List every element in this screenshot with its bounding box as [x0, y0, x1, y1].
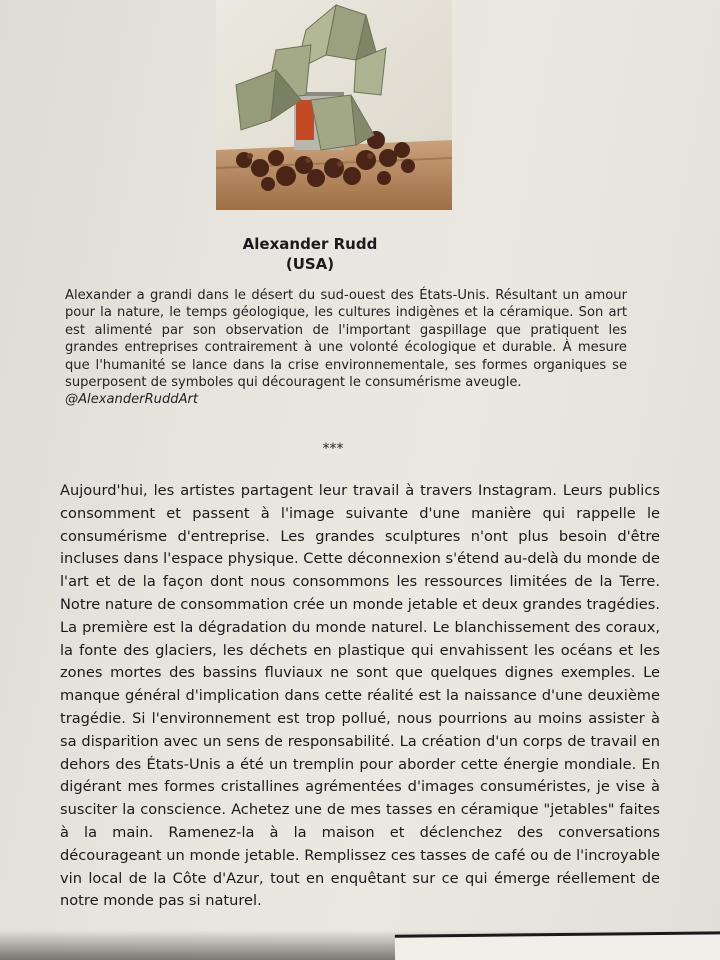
instagram-handle: @AlexanderRuddArt	[65, 392, 199, 408]
sculpture-photo	[216, 0, 452, 210]
bio-text: Alexander a grandi dans le désert du sud-ouest des États-Unis. Résultant un amour pour la nature, le temps géologique, les cultures indigènes et la céramique. Son art est alimenté par son observation de l'important gaspillage que pratiquent les grandes entreprises contrairement à une volonté écologique et durable. À mesure que l'humanité se lance dans la crise environnementale, ses formes organiques se superposent de symboles qui découragent le consumérisme aveugle.	[65, 288, 627, 391]
artist-country: (USA)	[285, 255, 335, 273]
artist-bio	[65, 287, 627, 409]
underlying-sheet-edge	[395, 931, 720, 960]
sculpture-image	[216, 0, 452, 210]
artist-statement: Aujourd'hui, les artistes partagent leur travail à travers Instagram. Leurs publics consomment et passent à l'image suivante d'une manière qui rappelle le consumérisme d'entreprise. Les grandes sculptures n'ont plus besoin d'être incluses dans l'espace physique. Cette déconnexion s'étend au-delà du monde de l'art et de la façon dont nous consommons les ressources limitées de la Terre. Notre nature de consommation crée un monde jetable et deux grandes tragédies. La première est la dégradation du monde naturel. Le blanchissement des coraux, la fonte des glaciers, les déchets en plastique qui envahissent les océans et les zones mortes des bassins fluviaux ne sont que quelques dignes exemples. Le manque général d'implication dans cette réalité est la naissance d'une deuxième tragédie. Si l'environnement est trop pollué, nous pourrions au moins assister à sa disparition avec un sens de responsabilité. La création d'un corps de travail en dehors des États-Unis a été un tremplin pour aborder cette énergie mondiale. En digérant mes formes cristallines agrémentées d'images consuméristes, je vise à susciter la conscience. Achetez une de mes tasses en céramique "jetables" faites à la main. Ramenez-la à la maison et déclenchez des conversations décourageant un monde jetable. Remplissez ces tasses de café ou de l'incroyable vin local de la Côte d'Azur, tout en enquêtant sur ce qui émerge réellement de notre monde pas si naturel.	[60, 482, 660, 910]
artist-name: Alexander Rudd	[242, 235, 378, 253]
section-divider: ***	[322, 441, 344, 457]
